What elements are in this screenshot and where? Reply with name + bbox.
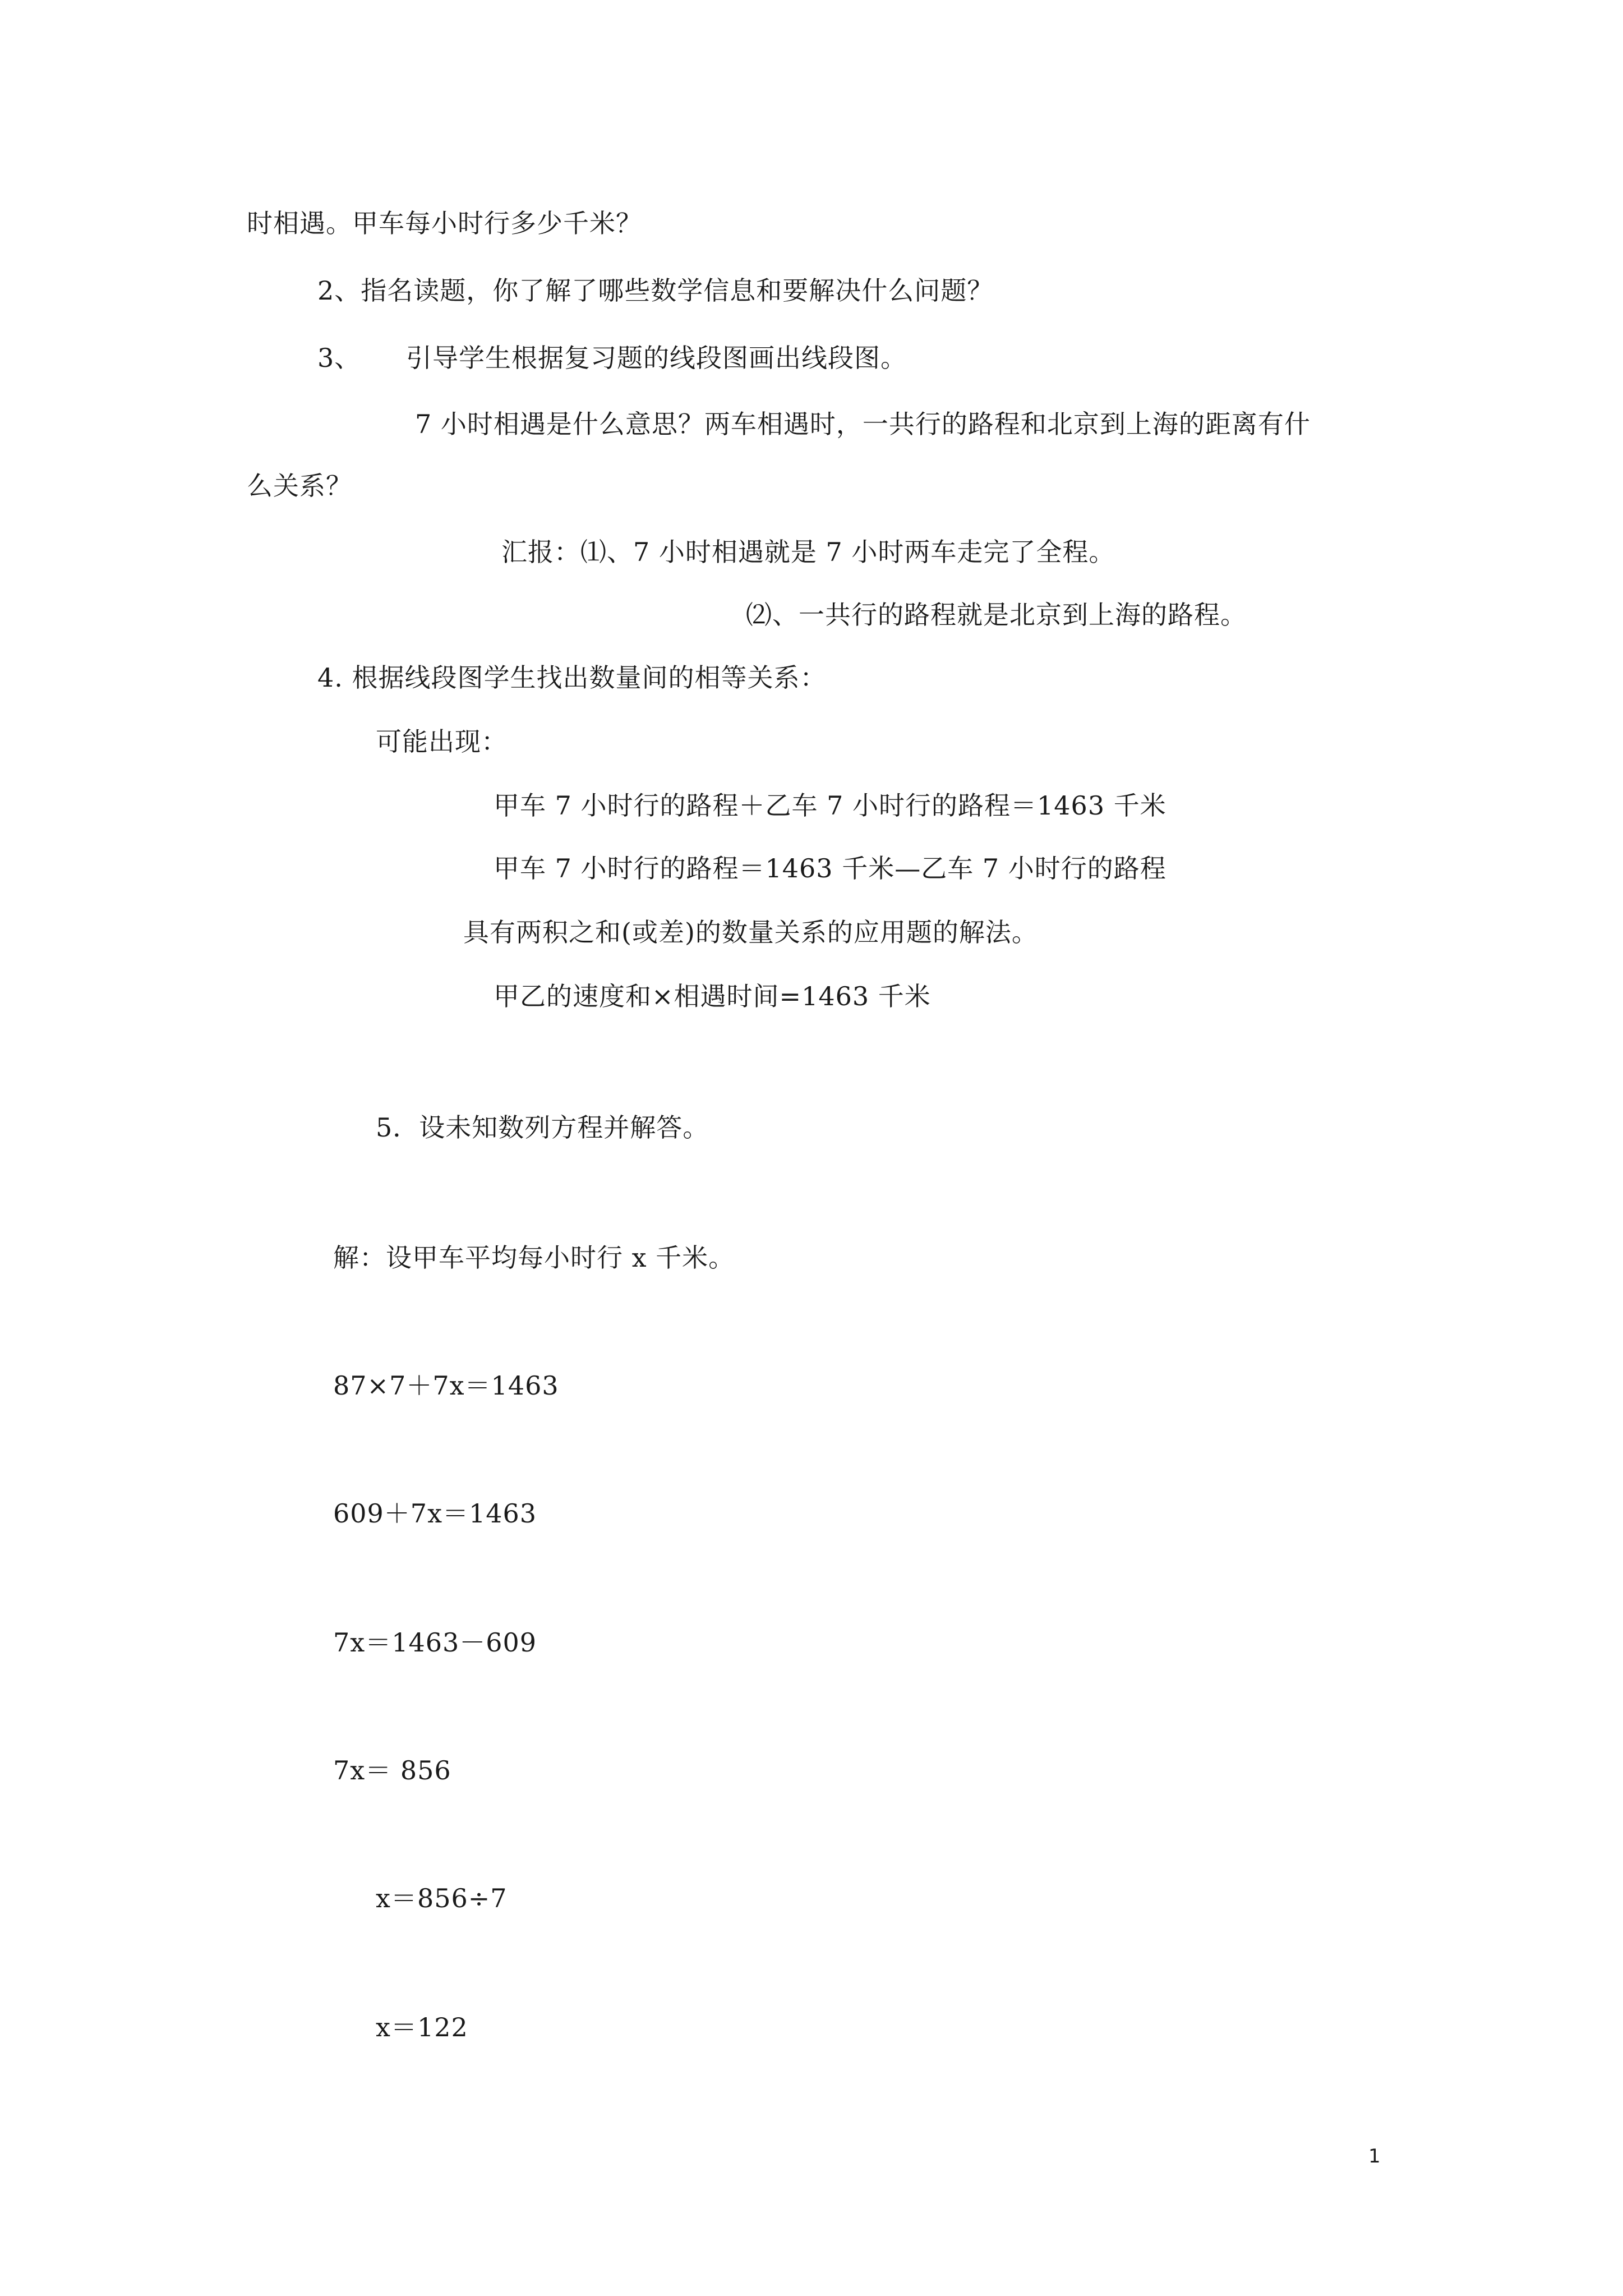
text-line: ⑵、一共行的路程就是北京到上海的路程。 xyxy=(746,600,1247,630)
text-line: 87×7＋7x＝1463 xyxy=(333,1370,559,1401)
text-line: 甲车 7 小时行的路程＝1463 千米—乙车 7 小时行的路程 xyxy=(494,853,1166,884)
text-line: x＝856÷7 xyxy=(376,1883,508,1913)
text-line: 7x＝1463－609 xyxy=(333,1627,537,1658)
text-line: 可能出现： xyxy=(376,726,508,757)
text-line: 2、指名读题，你了解了哪些数学信息和要解决什么问题？ xyxy=(317,275,994,306)
text-line: 解：设甲车平均每小时行 x 千米。 xyxy=(333,1243,735,1273)
page-number: 1 xyxy=(1368,2145,1381,2168)
text-line: 引导学生根据复习题的线段图画出线段图。 xyxy=(406,343,907,373)
text-line: 5．设未知数列方程并解答。 xyxy=(376,1112,709,1143)
text-line: 时相遇。甲车每小时行多少千米？ xyxy=(247,208,642,238)
text-line: 具有两积之和(或差)的数量关系的应用题的解法。 xyxy=(463,917,1038,947)
text-line: 7 小时相遇是什么意思？两车相遇时，一共行的路程和北京到上海的距离有什 xyxy=(415,409,1311,439)
text-line: 汇报：⑴、7 小时相遇就是 7 小时两车走完了全程。 xyxy=(501,537,1115,567)
text-line: 甲乙的速度和×相遇时间=1463 千米 xyxy=(494,981,931,1011)
text-line: 609＋7x＝1463 xyxy=(333,1498,537,1529)
text-line: x＝122 xyxy=(376,2012,468,2042)
text-line: 4. 根据线段图学生找出数量间的相等关系： xyxy=(317,662,827,693)
text-line: 3、 xyxy=(317,343,361,373)
text-line: 么关系？ xyxy=(247,471,352,501)
text-line: 甲车 7 小时行的路程＋乙车 7 小时行的路程＝1463 千米 xyxy=(494,790,1166,821)
text-line: 7x＝ 856 xyxy=(333,1755,451,1786)
